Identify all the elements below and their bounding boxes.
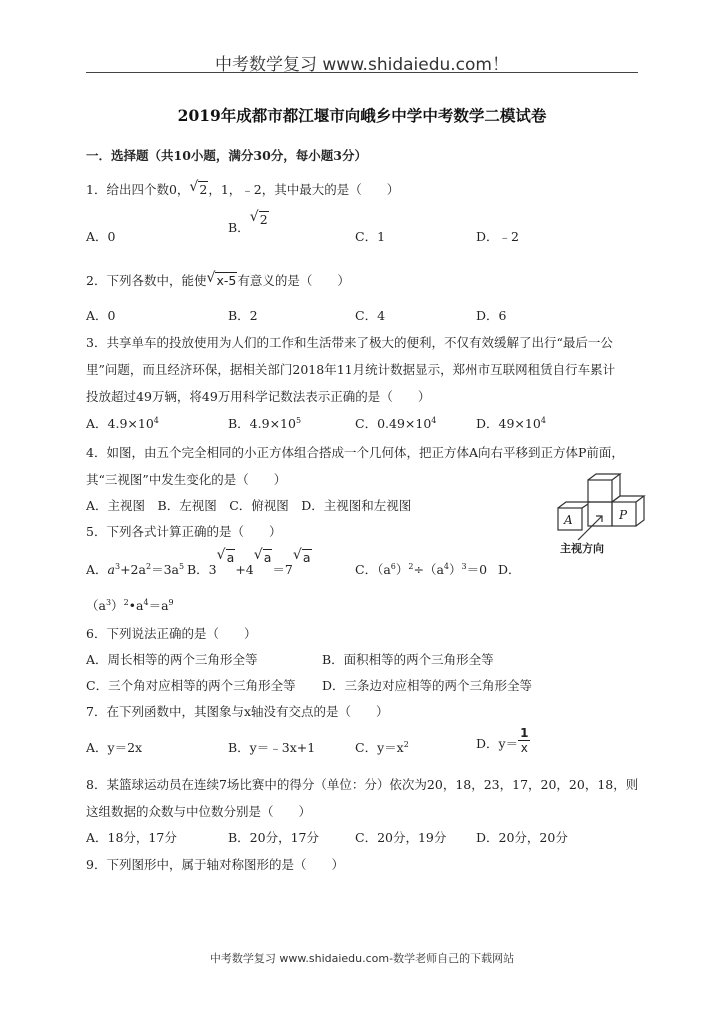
sqrt-symbol: √ x-5: [206, 273, 237, 288]
page-header: 中考数学复习 www.shidaiedu.com！: [215, 55, 509, 75]
cube-p-label: P: [619, 508, 628, 522]
q1-option-a: A．0: [86, 229, 116, 244]
q3-option-d: D．$49\times 10^4$: [476, 415, 546, 431]
question-1-stem: [86, 180, 399, 198]
q6-option-b: B．面积相等的两个三角形全等: [322, 652, 494, 667]
question-5-stem: 5．下列各式计算正确的是（ ）: [86, 524, 282, 539]
q5-option-d: $(a^3)^2•a^4=a^9$: [86, 597, 174, 613]
cube-figure: [548, 470, 650, 558]
sqrt-symbol: √ a: [254, 550, 273, 565]
sqrt-symbol: √ 2: [189, 182, 208, 197]
question-3-line-3: 投放超过49万辆，将49万用科学记数法表示正确的是（ ）: [86, 389, 431, 404]
q1-option-d: D．﹣2: [476, 229, 519, 244]
section-heading: 一．选择题（共10小题，满分30分，每小题3分）: [86, 148, 367, 163]
question-8-line-2: 这组数据的众数与中位数分别是（ ）: [86, 804, 312, 819]
q4-options: A．主视图 B．左视图 C．俯视图 D．主视图和左视图: [86, 498, 412, 513]
q2-option-c: C．4: [355, 308, 386, 323]
q8-option-c: C．20分，19分: [355, 830, 447, 845]
fraction: $\frac{1}{x}$: [520, 726, 529, 755]
question-2-stem: 2．下列各数中，能使√ x-5有意义的是（ ）: [86, 271, 350, 289]
q8-option-a: A．18分，17分: [86, 830, 177, 845]
sqrt-symbol: √ a: [217, 550, 236, 565]
q3-option-b: B．$4.9\times 10^5$: [228, 415, 302, 431]
q6-option-c: C．三个角对应相等的两个三角形全等: [86, 678, 296, 693]
question-6-stem: 6．下列说法正确的是（ ）: [86, 626, 257, 641]
q6-option-d: D．三条边对应相等的两个三角形全等: [322, 678, 533, 693]
q1-pre: 1．给出四个数0，: [86, 182, 190, 197]
question-8-line-1: 8．某篮球运动员在连续7场比赛中的得分（单位：分）依次为20，18，23，17，20，20，18，则: [86, 777, 639, 792]
q7-option-c: C．$y=x^2$: [355, 739, 409, 755]
view-direction-label: 主视方向: [560, 542, 604, 555]
q3-option-a: A．$4.9\times 10^4$: [86, 415, 159, 431]
q2-option-b: B．2: [228, 308, 258, 323]
page-title: 2019年成都市都江堰市向峨乡中学中考数学二模试卷: [177, 106, 547, 125]
header-rule: [86, 72, 638, 73]
sqrt-symbol: √ 2: [250, 212, 269, 227]
q7-option-d: D．y＝ $\frac{1}{x}$: [476, 726, 529, 755]
q8-option-b: B．20分，17分: [228, 830, 319, 845]
question-4-line-1: 4．如图，由五个完全相同的小正方体组合搭成一个几何体，把正方体A向右平移到正方体P前面，: [86, 445, 624, 460]
question-7-stem: 7．在下列函数中，其图象与x轴没有交点的是（ ）: [86, 704, 389, 719]
q8-option-d: D．20分，20分: [476, 830, 568, 845]
q5-option-a: A．$a^3+2a^2=3a^5$: [86, 561, 185, 577]
question-3-line-2: 里”问题，而且经济环保，据相关部门2018年11月统计数据显示，郑州市互联网租赁自行车累计: [86, 362, 616, 377]
q2-option-d: D．6: [476, 308, 507, 323]
cube-a-label: A: [564, 513, 573, 527]
question-4-line-2: 其“三视图”中发生变化的是（ ）: [86, 472, 287, 487]
q5-option-d-label: D．: [498, 562, 521, 577]
q1-option-c: C．1: [355, 229, 386, 244]
q1-option-b: B．√ 2: [228, 218, 269, 236]
q1-post: ，1，﹣2，其中最大的是（ ）: [208, 182, 400, 197]
q5-option-b: B．3√ a+4√ a＝7√ a: [187, 548, 312, 566]
question-3-line-1: 3．共享单车的投放使用为人们的工作和生活带来了极大的便利，不仅有效缓解了出行“最后一公: [86, 335, 613, 350]
q7-option-b: B．y＝﹣3x+1: [228, 740, 316, 755]
q5-option-c: C．$(a^6)^2\div(a^4)^3=0$: [355, 561, 488, 577]
q6-option-a: A．周长相等的两个三角形全等: [86, 652, 258, 667]
question-9-stem: 9．下列图形中，属于轴对称图形的是（ ）: [86, 857, 344, 872]
sqrt-symbol: √ a: [293, 550, 312, 565]
q2-option-a: A．0: [86, 308, 116, 323]
page-footer: 中考数学复习 www.shidaiedu.com-数学老师自己的下载网站: [209, 952, 515, 965]
q3-option-c: C．$0.49\times 10^4$: [355, 415, 437, 431]
q7-option-a: A．y＝2x: [86, 740, 143, 755]
